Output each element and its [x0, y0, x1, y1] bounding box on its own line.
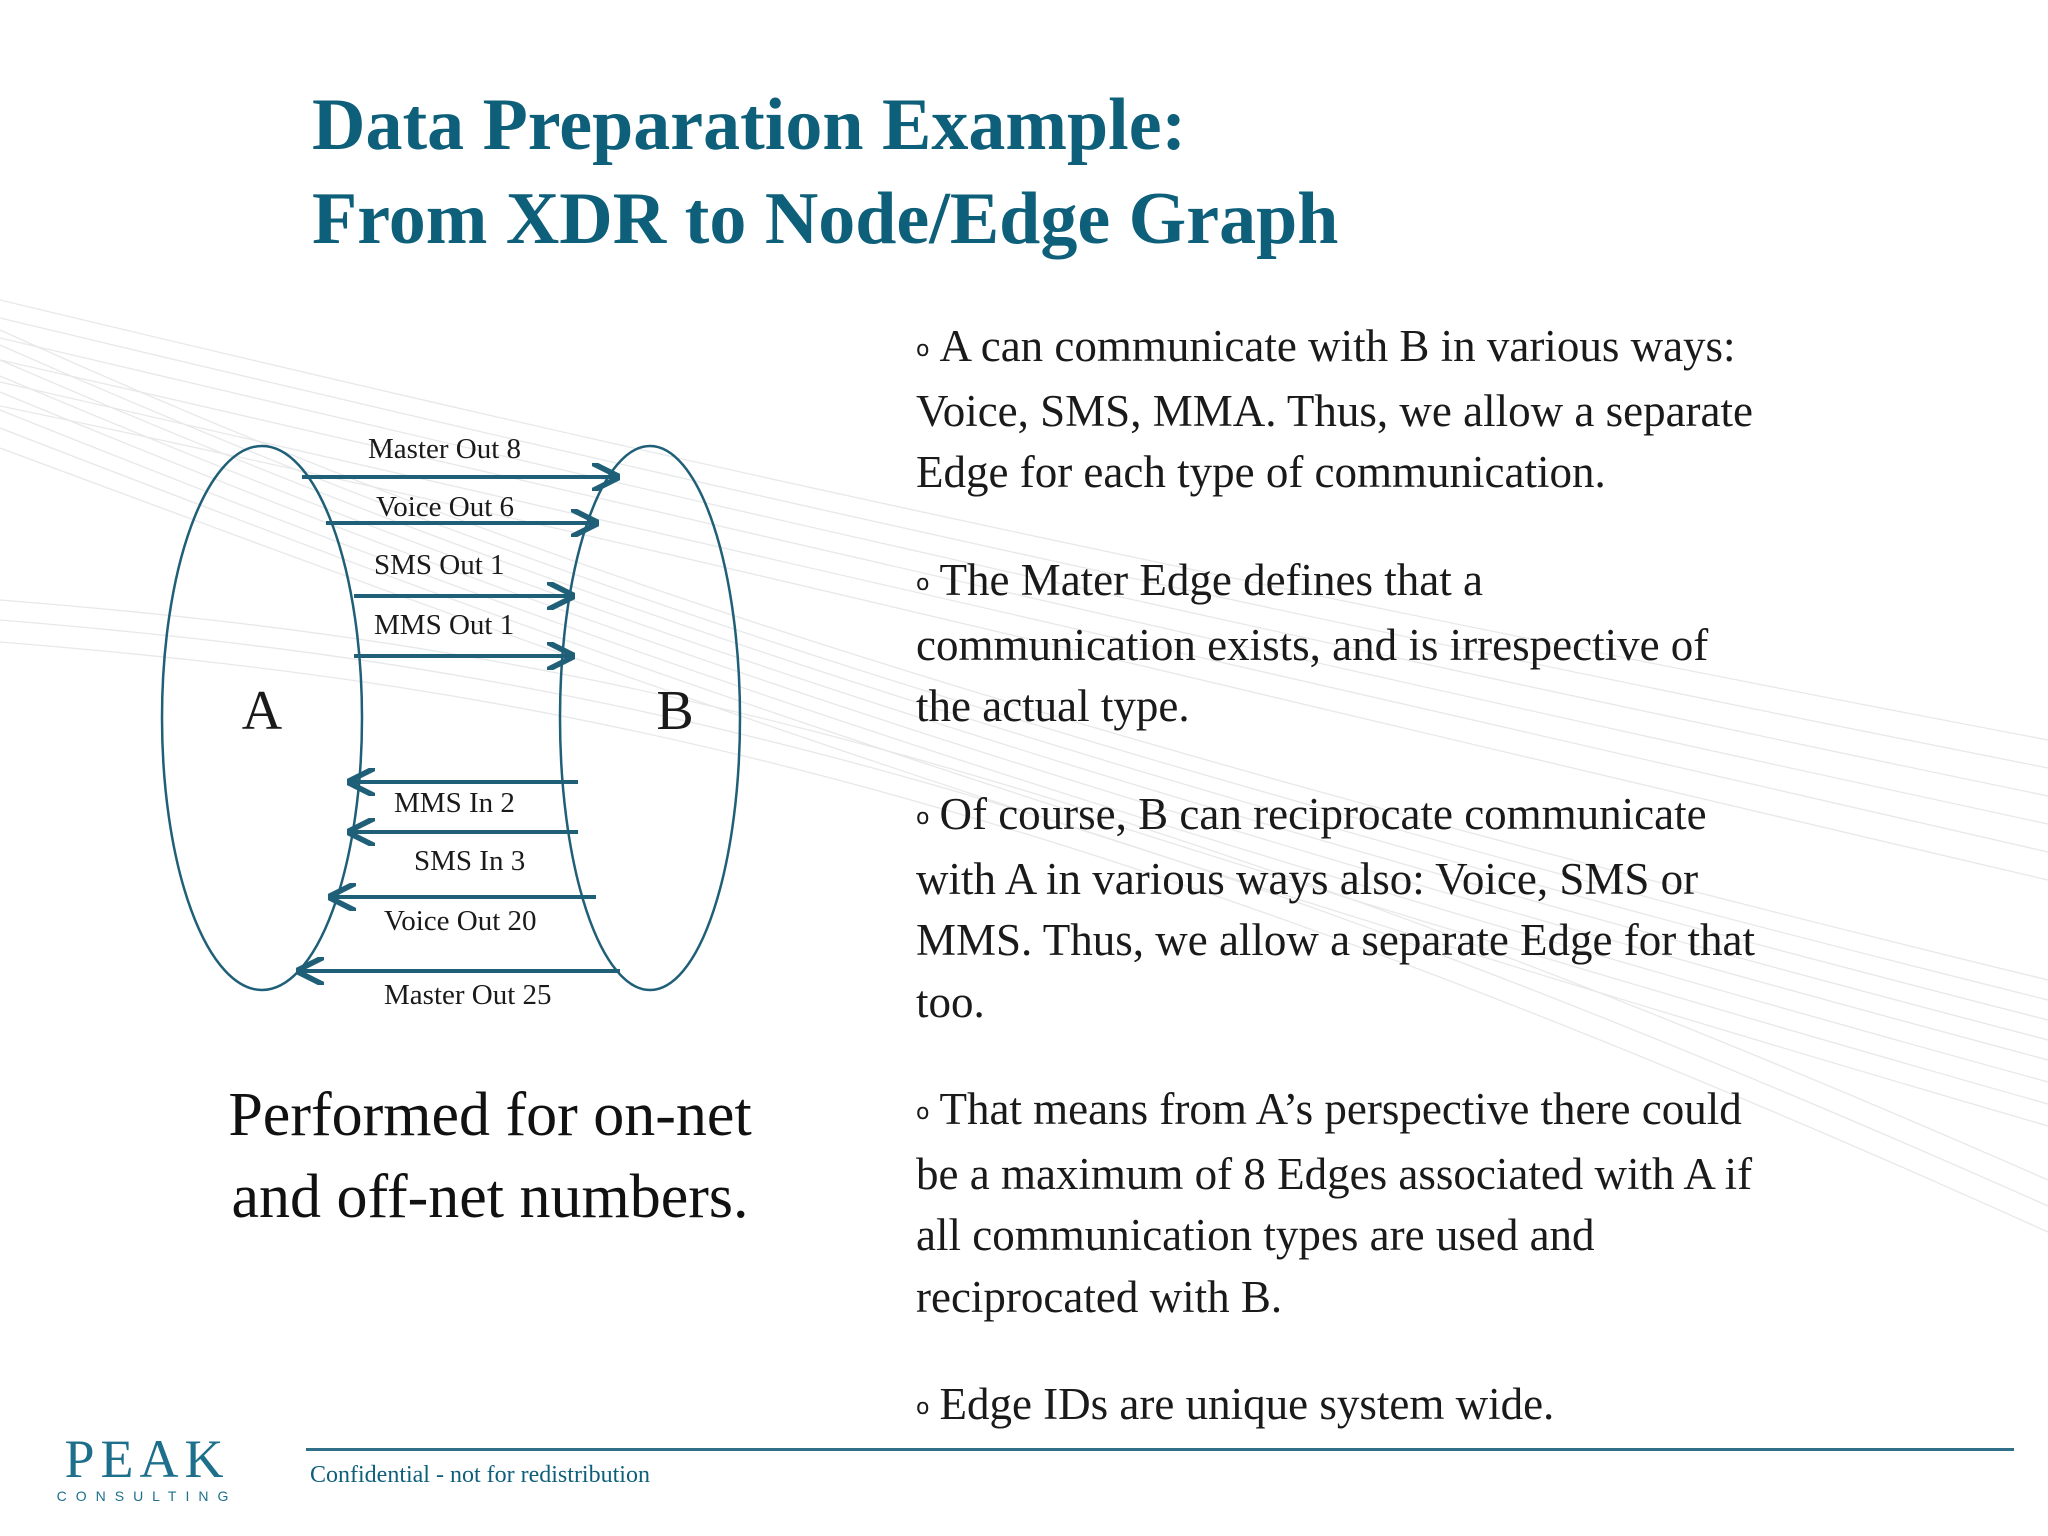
bullet-line: all communication types are used and: [916, 1210, 1595, 1260]
bullet-marker-icon: o: [916, 571, 930, 596]
edge-label-voice-out: Voice Out 6: [376, 491, 515, 523]
logo-subtitle: CONSULTING: [56, 1488, 238, 1504]
node-b-label: B: [656, 680, 694, 742]
bullet-marker-icon: o: [916, 805, 930, 830]
edge-label-sms-in: SMS In 3: [414, 845, 526, 877]
edge-label-sms-out: SMS Out 1: [374, 549, 505, 581]
caption-line-2: and off-net numbers.: [231, 1163, 749, 1231]
bullet-item: [916, 316, 1753, 504]
company-logo: [52, 1429, 242, 1504]
bullet-line: Of course, B can reciprocate communicate: [939, 789, 1707, 839]
bullet-line: A can communicate with B in various ways:: [939, 321, 1736, 371]
bullet-line: Edge IDs are unique system wide.: [939, 1379, 1555, 1429]
footer-divider: [306, 1448, 2014, 1451]
bullet-item: [916, 1079, 1752, 1328]
bullet-line: Voice, SMS, MMA. Thus, we allow a separate: [916, 385, 1753, 436]
slide-title-line-2: From XDR to Node/Edge Graph: [312, 178, 1339, 260]
bullet-line: Edge for each type of communication.: [916, 447, 1606, 497]
bullet-line: MMS. Thus, we allow a separate Edge for that: [916, 915, 1755, 965]
edge-label-mms-out: MMS Out 1: [374, 609, 515, 641]
node-edge-diagram: [140, 420, 780, 1040]
bullet-item: [916, 784, 1755, 1033]
edge-label-mms-in: MMS In 2: [394, 787, 515, 819]
bullet-marker-icon: o: [916, 1100, 930, 1125]
bullet-line: reciprocated with B.: [916, 1271, 1283, 1322]
node-a-label: A: [241, 680, 283, 742]
bullet-line: with A in various ways also: Voice, SMS or: [916, 853, 1699, 904]
bullet-marker-icon: o: [916, 1395, 930, 1420]
edge-label-voice-in: Voice Out 20: [384, 905, 537, 937]
caption-line-1: Performed for on-net: [228, 1081, 752, 1149]
edge-label-master-in: Master Out 25: [384, 979, 552, 1011]
edge-label-master-out: Master Out 8: [368, 433, 522, 465]
node-b-ellipse: [560, 446, 740, 990]
bullet-item: [916, 550, 1708, 738]
bullet-line: communication exists, and is irrespective of: [916, 619, 1709, 670]
bullet-line: The Mater Edge defines that a: [939, 555, 1483, 605]
logo-wordmark: PEAK: [64, 1429, 230, 1489]
slide-title-line-1: Data Preparation Example:: [312, 84, 1187, 166]
bullet-line: be a maximum of 8 Edges associated with A if: [916, 1148, 1753, 1199]
diagram-caption: [150, 1074, 830, 1238]
bullet-line: too.: [916, 976, 985, 1027]
bullet-marker-icon: o: [916, 337, 930, 362]
bullet-item: [916, 1374, 1554, 1439]
bullet-line: the actual type.: [916, 681, 1190, 731]
footer-confidential-text: Confidential - not for redistribution: [310, 1462, 650, 1488]
slide-title: [312, 78, 1338, 266]
bullet-line: That means from A’s perspective there could: [939, 1084, 1742, 1134]
